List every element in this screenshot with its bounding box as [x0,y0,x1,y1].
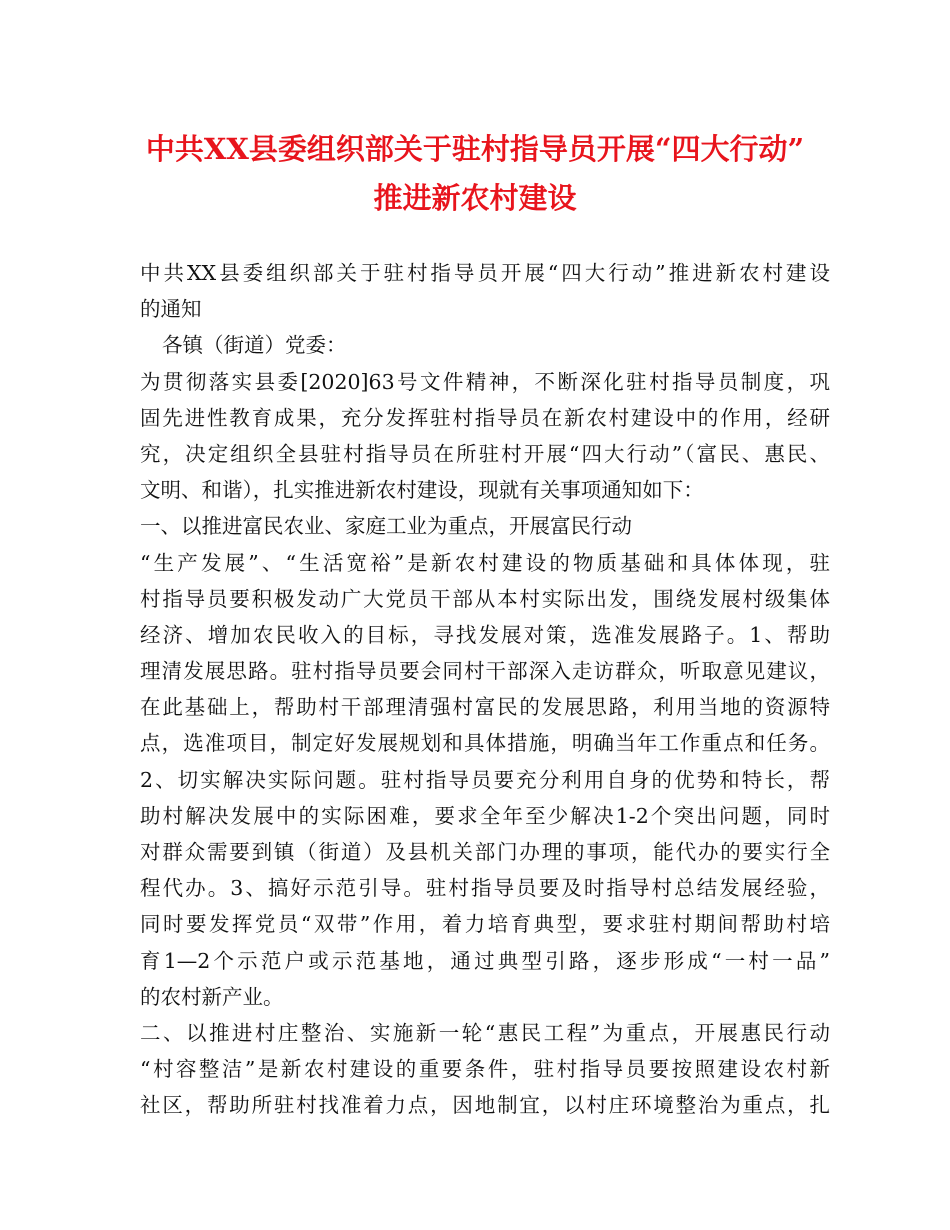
body-line: 理清发展思路。驻村指导员要会同村干部深入走访群众，听取意见建议， [140,659,830,684]
body-line: 社区，帮助所驻村找准着力点，因地制宜，以村庄环境整治为重点，扎 [140,1093,830,1118]
body-line: 文明、和谐），扎实推进新农村建设，现就有关事项通知如下： [140,478,704,503]
body-line: 经济、增加农民收入的目标，寻找发展对策，选准发展路子。1、帮助 [140,622,830,647]
body-line: 助村解决发展中的实际困难，要求全年至少解决1-2个突出问题，同时 [140,803,830,828]
body-line: 固先进性教育成果，充分发挥驻村指导员在新农村建设中的作用，经研 [140,405,830,430]
body-line: 村指导员要积极发动广大党员干部从本村实际出发，围绕发展村级集体 [140,586,830,611]
body-line: 同时要发挥党员“双带”作用，着力培育典型，要求驻村期间帮助村培 [140,912,830,937]
section-heading: 二、以推进村庄整治、实施新一轮“惠民工程”为重点，开展惠民行动 [140,1020,830,1045]
body-line: “村容整洁”是新农村建设的重要条件，驻村指导员要按照建设农村新 [140,1057,830,1082]
body-line: 为贯彻落实县委[2020]63号文件精神，不断深化驻村指导员制度，巩 [140,369,830,394]
section-heading: 一、以推进富民农业、家庭工业为重点，开展富民行动 [140,514,632,539]
salutation: 各镇（街道）党委： [162,333,347,358]
body-line: 的通知 [140,297,202,322]
body-line: 中共XX县委组织部关于驻村指导员开展“四大行动”推进新农村建设 [140,261,830,285]
body-line: 育1—2个示范户或示范基地，通过典型引路，逐步形成“一村一品” [140,948,830,973]
body-line: 点，选准项目，制定好发展规划和具体措施，明确当年工作重点和任务。 [140,731,830,756]
body-line: 程代办。3、搞好示范引导。驻村指导员要及时指导村总结发展经验， [140,876,830,901]
body-line: 的农村新产业。 [140,984,284,1009]
body-line: 对群众需要到镇（街道）及县机关部门办理的事项，能代办的要实行全 [140,840,830,864]
document-body [140,255,830,1124]
body-line: 2、切实解决实际问题。驻村指导员要充分利用自身的优势和特长，帮 [140,767,830,792]
body-line: 在此基础上，帮助村干部理清强村富民的发展思路，利用当地的资源特 [140,695,830,720]
body-line: 究，决定组织全县驻村指导员在所驻村开展“四大行动”（富民、惠民、 [140,441,830,466]
body-line: “生产发展”、“生活宽裕”是新农村建设的物质基础和具体体现，驻 [140,550,830,575]
document-title-line-2: 推进新农村建设 [373,181,577,215]
document-title-line-1: 中共XX县委组织部关于驻村指导员开展“四大行动” [145,132,805,166]
